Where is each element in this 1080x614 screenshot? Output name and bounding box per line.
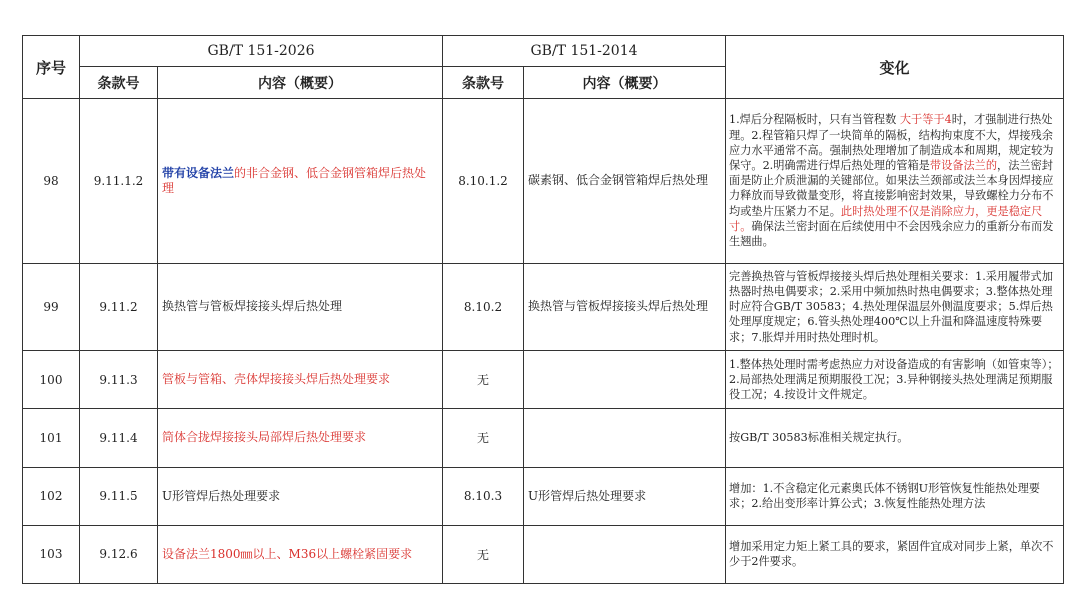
text-segment: 增加：1.不含稳定化元素奥氏体不锈钢U形管恢复性能热处理要求；2.给出变形率计算公式；3.恢复性能热处理方法 <box>729 481 1040 511</box>
row-content-old: 换热管与管板焊接接头焊后热处理 <box>524 263 726 350</box>
text-segment: U形管焊后热处理要求 <box>162 488 281 503</box>
text-segment: 时，才强制进行热处理。2.程管箱只焊了一块简单的隔板，结构拘束度不大，焊接残余应力水平通常不高。强制热处理增加了制造成本和周期，规定较为保守。2.明确需进行焊后热处理的管箱是 <box>729 113 1054 173</box>
text-segment: 管板与管箱、壳体焊接接头焊后热处理要求 <box>162 372 391 387</box>
row-content-new <box>158 409 443 467</box>
row-clause-new: 9.12.6 <box>80 525 158 583</box>
row-clause-old: 8.10.3 <box>443 467 524 525</box>
table-row <box>23 351 1064 409</box>
row-content-old: 碳素钢、低合金钢管箱焊后热处理 <box>524 99 726 264</box>
text-segment: 筒体合拢焊接接头局部焊后热处理要求 <box>162 430 367 445</box>
header-standard-new: GB/T 151-2026 <box>80 36 443 67</box>
row-content-new <box>158 351 443 409</box>
row-change <box>726 467 1064 525</box>
header-content-new: 内容（概要） <box>158 67 443 99</box>
table-row <box>23 99 1064 264</box>
row-clause-new: 9.11.5 <box>80 467 158 525</box>
row-content-old <box>524 351 726 409</box>
row-clause-old: 8.10.1.2 <box>443 99 524 264</box>
text-segment: 带设备法兰的 <box>929 159 998 173</box>
row-change <box>726 525 1064 583</box>
row-content-old <box>524 525 726 583</box>
table-row <box>23 525 1064 583</box>
table-row <box>23 263 1064 350</box>
header-content-old: 内容（概要） <box>524 67 726 99</box>
standard-comparison-table <box>22 35 1064 584</box>
header-change: 变化 <box>726 36 1064 99</box>
text-segment: 带有设备法兰 <box>162 165 235 180</box>
row-clause-new: 9.11.1.2 <box>80 99 158 264</box>
text-segment: 大于等于4 <box>899 113 952 127</box>
text-segment: 确保法兰密封面在后续使用中不会因残余应力的重新分布而发生翘曲。 <box>729 219 1054 249</box>
row-content-old <box>524 409 726 467</box>
text-segment: 完善换热管与管板焊接接头焊后热处理相关要求：1.采用履带式加热器时热电偶要求；2.采用中频加热时热电偶要求；3.整体热处理时应符合GB/T 30583；4.热处理保温层外侧温度要求；5.焊后热处理厚度规定；6.管头热处理400℃以上升温和降温速度特殊要求；7.胀焊并用时热处理时机。 <box>729 269 1053 344</box>
row-change <box>726 409 1064 467</box>
text-segment: 1.焊后分程隔板时，只有当管程数 <box>729 113 900 127</box>
row-clause-old: 无 <box>443 409 524 467</box>
text-segment: 增加采用定力矩上紧工具的要求，紧固件宜成对同步上紧，单次不少于2件要求。 <box>729 540 1054 569</box>
header-seq: 序号 <box>23 36 80 99</box>
row-content-new <box>158 525 443 583</box>
row-change <box>726 99 1064 264</box>
text-segment: 此时热处理不仅是消除应力，更是稳定尺寸。 <box>729 204 1043 233</box>
text-segment: ，法兰密封面是防止介质泄漏的关键部位。如果法兰颈部或法兰本身因焊接应力释放而导致微量变形，将直接影响密封效果，导致螺栓力分布不均或垫片压紧力不足。 <box>729 159 1054 218</box>
row-content-old: U形管焊后热处理要求 <box>524 467 726 525</box>
row-clause-new: 9.11.3 <box>80 351 158 409</box>
row-clause-new: 9.11.2 <box>80 263 158 350</box>
table-row <box>23 409 1064 467</box>
text-segment: 1.整体热处理时需考虑热应力对设备造成的有害影响（如管束等）；2.局部热处理满足预期服役工况；3.异种钢接头热处理满足预期服役工况；4.按设计文件规定。 <box>729 357 1059 402</box>
row-change <box>726 351 1064 409</box>
text-segment: 设备法兰1800㎜以上、M36以上螺栓紧固要求 <box>162 546 413 561</box>
text-segment: 换热管与管板焊接接头焊后热处理 <box>162 299 343 314</box>
row-content-new <box>158 263 443 350</box>
row-seq: 99 <box>23 263 80 350</box>
row-clause-old: 8.10.2 <box>443 263 524 350</box>
row-content-new <box>158 467 443 525</box>
row-seq: 103 <box>23 525 80 583</box>
table-row <box>23 467 1064 525</box>
row-seq: 100 <box>23 351 80 409</box>
row-change <box>726 263 1064 350</box>
header-standard-old: GB/T 151-2014 <box>443 36 726 67</box>
text-segment: 的非合金钢、低合金钢管箱焊后热处理 <box>162 165 427 195</box>
text-segment: 按GB/T 30583标准相关规定执行。 <box>729 431 909 445</box>
header-clause-old: 条款号 <box>443 67 524 99</box>
row-seq: 101 <box>23 409 80 467</box>
row-clause-old: 无 <box>443 525 524 583</box>
row-seq: 98 <box>23 99 80 264</box>
row-clause-old: 无 <box>443 351 524 409</box>
row-clause-new: 9.11.4 <box>80 409 158 467</box>
header-clause-new: 条款号 <box>80 67 158 99</box>
row-content-new <box>158 99 443 264</box>
row-seq: 102 <box>23 467 80 525</box>
